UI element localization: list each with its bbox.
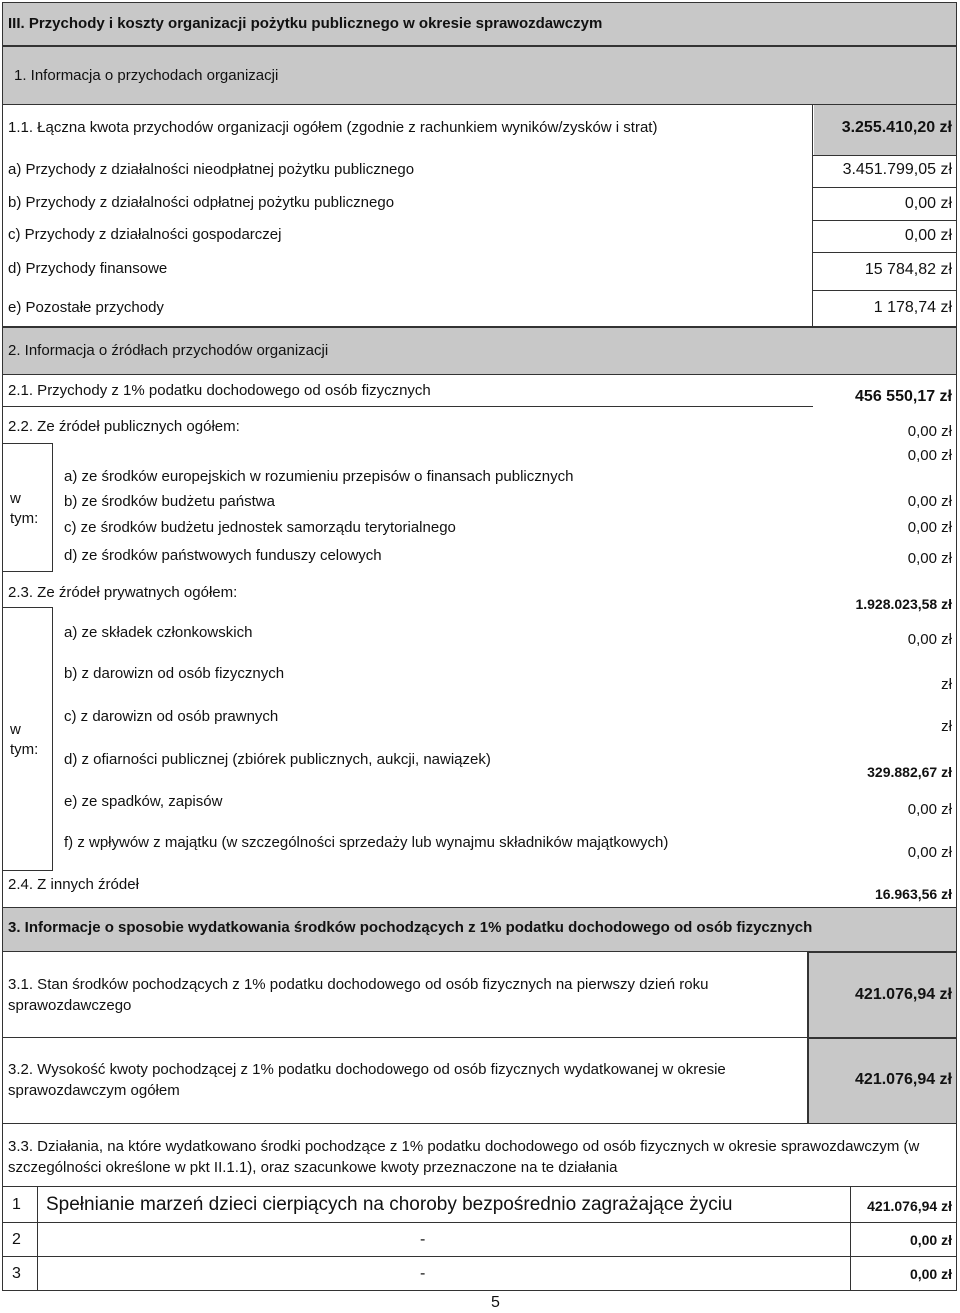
income-rule bbox=[813, 290, 957, 291]
income-rule bbox=[813, 220, 957, 221]
income-b-label: b) Przychody z działalności odpłatnej pożytku publicznego bbox=[8, 194, 395, 211]
public-d-label: d) ze środków państwowych funduszy celowych bbox=[64, 547, 382, 564]
activity-value: 0,00 zł bbox=[909, 1266, 952, 1282]
income-e-value: 1 178,74 zł bbox=[873, 299, 952, 316]
activity-description: Spełnianie marzeń dzieci cierpiących na choroby bezpośrednio zagrażające życiu bbox=[46, 1194, 733, 1215]
income-a-label: a) Przychody z działalności nieodpłatnej pożytku publicznego bbox=[8, 161, 415, 178]
activity-number: 1 bbox=[12, 1196, 21, 1213]
income-a-value: 3.451.799,05 zł bbox=[842, 161, 952, 178]
spent-total-value: 421.076,94 zł bbox=[855, 1071, 952, 1088]
activity-value: 421.076,94 zł bbox=[867, 1198, 952, 1214]
activity-value: 0,00 zł bbox=[909, 1232, 952, 1248]
private-d-value: 329.882,67 zł bbox=[867, 764, 952, 780]
activities-intro-label: 3.3. Działania, na które wydatkowano środki pochodzące z 1% podatku dochodowego od osób fizycznych w okresie sprawozdawczym (w szczególności określone w pkt II.1.1), oraz szacunkowe kwoty przeznaczone na te działania bbox=[8, 1138, 920, 1176]
income-c-value: 0,00 zł bbox=[904, 227, 952, 244]
activity-number: 3 bbox=[12, 1265, 21, 1282]
private-f-value: 0,00 zł bbox=[907, 844, 952, 861]
public-d-value: 0,00 zł bbox=[907, 550, 952, 567]
activity-row bbox=[2, 1257, 957, 1291]
income-rule bbox=[813, 252, 957, 253]
income-1pct-rule bbox=[2, 406, 813, 407]
private-a-value: 0,00 zł bbox=[907, 631, 952, 648]
other-sources-label: 2.4. Z innych źródeł bbox=[8, 876, 139, 893]
private-total-value: 1.928.023,58 zł bbox=[855, 596, 952, 612]
public-a-label: a) ze środków europejskich w rozumieniu przepisów o finansach publicznych bbox=[64, 468, 574, 485]
private-f-label: f) z wpływów z majątku (w szczególności sprzedaży lub wynajmu składników majątkowych) bbox=[64, 834, 669, 851]
income-rule bbox=[813, 155, 957, 156]
income-b-value: 0,00 zł bbox=[904, 195, 952, 212]
total-income-value: 3.255.410,20 zł bbox=[841, 119, 952, 136]
income-label-column bbox=[2, 105, 813, 327]
income-c-label: c) Przychody z działalności gospodarczej bbox=[8, 226, 282, 243]
activity-description: - bbox=[420, 1265, 426, 1282]
income-d-label: d) Przychody finansowe bbox=[8, 260, 168, 277]
private-c-value: zł bbox=[941, 718, 952, 735]
income-e-label: e) Pozostałe przychody bbox=[8, 299, 164, 316]
private-total-label: 2.3. Ze źródeł prywatnych ogółem: bbox=[8, 584, 238, 601]
spending-title: 3. Informacje o sposobie wydatkowania środków pochodzących z 1% podatku dochodowego od osób fizycznych bbox=[8, 919, 813, 936]
public-c-value: 0,00 zł bbox=[907, 519, 952, 536]
section-title: III. Przychody i koszty organizacji pożytku publicznego w okresie sprawozdawczym bbox=[8, 15, 603, 32]
start-balance-label: 3.1. Stan środków pochodzących z 1% podatku dochodowego od osób fizycznych na pierwszy dzień roku sprawozdawczego bbox=[8, 976, 709, 1014]
public-wtym-label: w tym: bbox=[10, 490, 39, 527]
start-balance-value: 421.076,94 zł bbox=[855, 986, 952, 1003]
public-b-label: b) ze środków budżetu państwa bbox=[64, 493, 275, 510]
income-1pct-value: 456 550,17 zł bbox=[855, 388, 952, 405]
private-c-label: c) z darowizn od osób prawnych bbox=[64, 708, 279, 725]
public-total-label: 2.2. Ze źródeł publicznych ogółem: bbox=[8, 418, 240, 435]
public-b-value: 0,00 zł bbox=[907, 493, 952, 510]
income-d-value: 15 784,82 zł bbox=[864, 261, 952, 278]
activity-row bbox=[2, 1223, 957, 1257]
spent-total-label: 3.2. Wysokość kwoty pochodzącej z 1% podatku dochodowego od osób fizycznych wydatkowanej w okresie sprawozdawczym ogółem bbox=[8, 1061, 726, 1099]
private-a-label: a) ze składek członkowskich bbox=[64, 624, 253, 641]
subsection-title: 1. Informacja o przychodach organizacji bbox=[14, 67, 279, 84]
public-total-value: 0,00 zł bbox=[907, 423, 952, 440]
private-wtym-label: w tym: bbox=[10, 721, 39, 758]
private-e-label: e) ze spadków, zapisów bbox=[64, 793, 223, 810]
public-extra-value: 0,00 zł bbox=[907, 447, 952, 464]
sources-title: 2. Informacja o źródłach przychodów organizacji bbox=[8, 342, 329, 359]
private-b-value: zł bbox=[941, 676, 952, 693]
public-c-label: c) ze środków budżetu jednostek samorządu terytorialnego bbox=[64, 519, 456, 536]
income-rule bbox=[813, 187, 957, 188]
private-b-label: b) z darowizn od osób fizycznych bbox=[64, 665, 285, 682]
private-d-label: d) z ofiarności publicznej (zbiórek publicznych, aukcji, nawiązek) bbox=[64, 751, 491, 768]
total-income-label: 1.1. Łączna kwota przychodów organizacji ogółem (zgodnie z rachunkiem wyników/zysków i strat) bbox=[8, 119, 658, 136]
activity-number: 2 bbox=[12, 1231, 21, 1248]
page-number: 5 bbox=[491, 1294, 500, 1311]
activity-description: - bbox=[420, 1231, 426, 1248]
private-e-value: 0,00 zł bbox=[907, 801, 952, 818]
other-sources-value: 16.963,56 zł bbox=[874, 886, 952, 902]
report-form bbox=[2, 2, 957, 1289]
income-1pct-label: 2.1. Przychody z 1% podatku dochodowego od osób fizycznych bbox=[8, 382, 431, 399]
